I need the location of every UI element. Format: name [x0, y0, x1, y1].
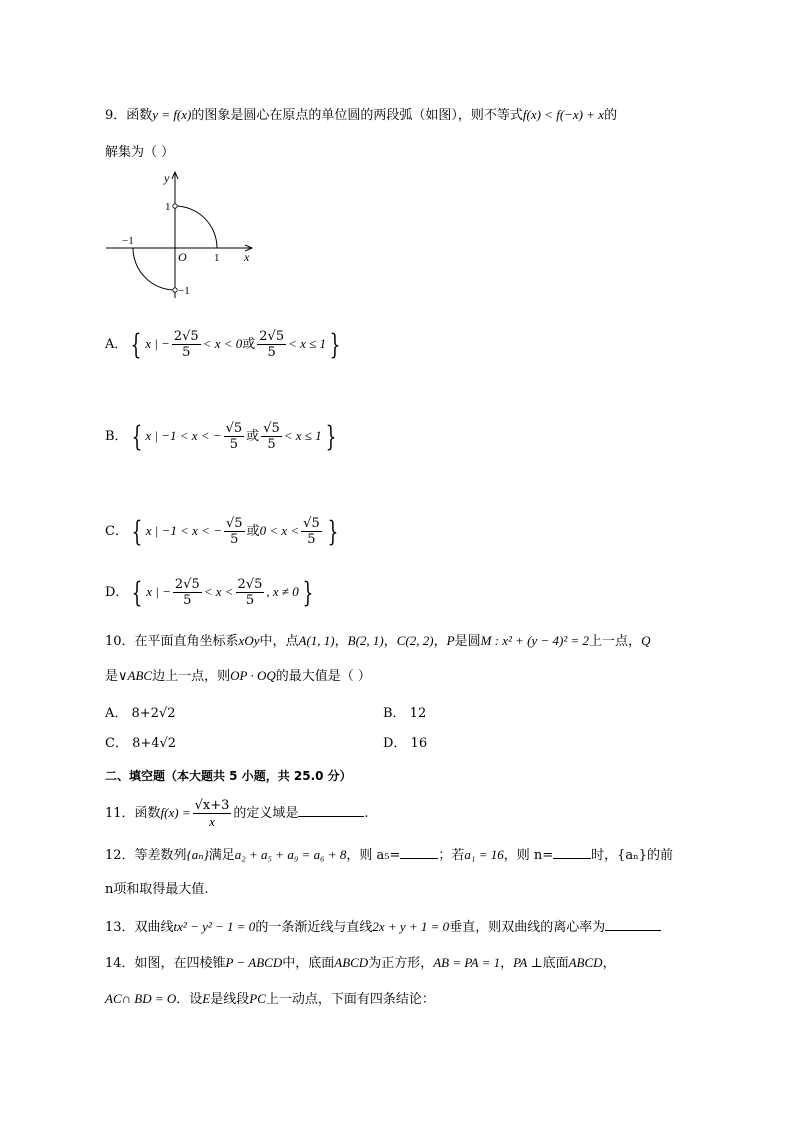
y-axis-label: y	[164, 171, 170, 185]
tick-x-neg: −1	[122, 235, 134, 247]
q10-option-b[interactable]: B． 12	[383, 706, 427, 721]
q11: 11．函数f(x) = $\frac{√x+3}{x}$ 的定义域是 .	[105, 798, 369, 829]
arc-first-quadrant	[175, 206, 217, 248]
q12-blank-a5[interactable]	[400, 846, 438, 859]
q10-stem-line1: 10．在平面直角坐标系xOy中，点A(1, 1)，B(2, 1)，C(2, 2)，P是圆M : x² + (y − 4)² = 2上一点，Q	[105, 633, 651, 649]
q14-line1: 14．如图，在四棱锥P − ABCD中，底面ABCD为正方形，AB = PA = 1，PA ⊥底面ABCD，	[105, 955, 616, 971]
section-heading: 二、填空题（本大题共 5 小题，共 25.0 分）	[105, 769, 352, 783]
q12-line1: 12．等差数列{aₙ}满足a₂ + a₅ + a₉ = a₆ + 8，则 a₅= ；若a₁ = 16，则 n= 时，{aₙ}的前	[105, 847, 674, 863]
q9-option-c[interactable]: C． { x | −1 < x < − $\frac{√5}{5}$ 或0 < x < $\frac{√5}{5}$ }	[105, 514, 338, 548]
q14-line2: AC∩ BD = O．设E是线段PC上一动点，下面有四条结论：	[105, 991, 435, 1007]
q9-graph	[100, 168, 260, 303]
q10-stem-line2: 是∨ABC边上一点，则OP · OQ的最大值是（ ）	[105, 668, 371, 684]
arc-third-quadrant	[133, 248, 175, 290]
tick-y-pos: 1	[165, 201, 171, 213]
q9-option-b[interactable]: B． { x | −1 < x < − $\frac{√5}{5}$ 或 $\frac{√5}{5}$ < x ≤ 1 }	[105, 419, 336, 453]
q9-stem-line2: 解集为（ ）	[105, 145, 175, 160]
q12-blank-n[interactable]	[553, 846, 591, 859]
q10-option-a[interactable]: A． 8+2√2	[105, 706, 176, 721]
q12-line2: n项和取得最大值.	[105, 882, 209, 897]
origin-label: O	[178, 250, 187, 264]
open-point-bottom	[173, 288, 177, 292]
q13: 13．双曲线tx² − y² − 1 = 0的一条渐近线与直线2x + y + 1 = 0垂直，则双曲线的离心率为	[105, 918, 661, 937]
x-axis-label: x	[244, 250, 250, 264]
q10-option-d[interactable]: D． 16	[383, 736, 428, 751]
q13-answer-blank[interactable]	[605, 918, 661, 931]
q10-option-c[interactable]: C． 8+4√2	[105, 736, 177, 751]
tick-x-pos: 1	[214, 252, 220, 264]
q9-option-d[interactable]: D． { x | − $\frac{2√5}{5}$ < x < $\frac{2√5}{5}$ , x ≠ 0 }	[105, 575, 314, 609]
tick-y-neg: −1	[178, 285, 190, 297]
q9-function: y = f(x)	[152, 107, 192, 122]
open-point-top	[173, 204, 177, 208]
q9-stem-line1: 9．函数y = f(x)的图象是圆心在原点的单位圆的两段弧（如图），则不等式f(x) < f(−x) + x的	[105, 107, 618, 123]
q9-option-a[interactable]: A． { x | − $\frac{2√5}{5}$ < x < 0或 $\frac{2√5}{5}$ < x ≤ 1 }	[105, 327, 341, 361]
q11-answer-blank[interactable]	[298, 804, 364, 817]
q9-inequality: f(x) < f(−x) + x	[522, 107, 605, 122]
